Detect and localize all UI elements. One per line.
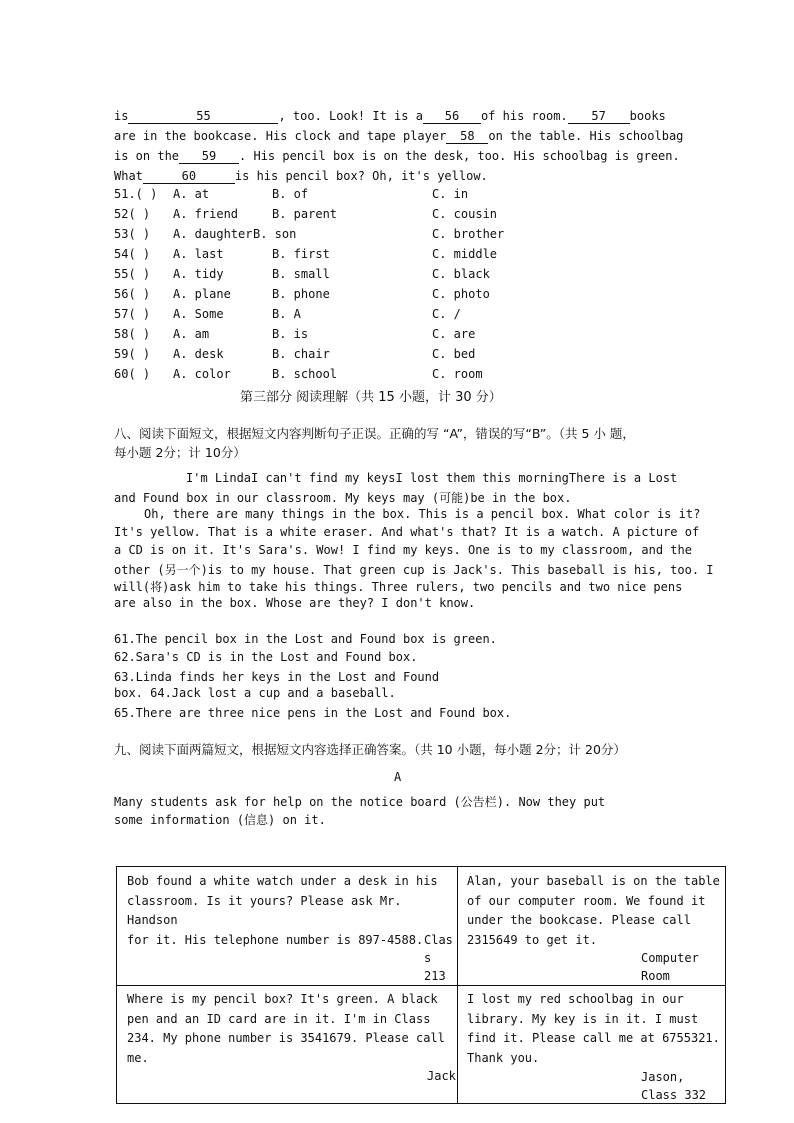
blank-57: 57 xyxy=(568,109,630,124)
option-b: B. parent xyxy=(272,207,338,221)
notice-jack xyxy=(127,990,453,1068)
passage-line: are also in the box. Whose are they? I don't know. xyxy=(114,596,476,610)
option-b: B. son xyxy=(253,227,297,241)
option-a: A. friend xyxy=(173,207,239,221)
option-a: A. at xyxy=(173,187,210,201)
question-number: 56( ) xyxy=(114,287,151,301)
question-number: 58( ) xyxy=(114,327,151,341)
option-c: C. brother xyxy=(432,227,505,241)
question-number: 53( ) xyxy=(114,227,151,241)
section9-instruction: 九、阅读下面两篇短文，根据短文内容选择正确答案。（共 10 小题，每小题 2分；计 20分） xyxy=(114,742,626,757)
notice-line: find it. Please call me at 6755321. xyxy=(467,1031,720,1045)
blank-59: 59 xyxy=(179,149,239,164)
option-b: B. chair xyxy=(272,347,330,361)
notice-line: I lost my red schoolbag in our xyxy=(467,992,684,1006)
question-number: 59( ) xyxy=(114,347,151,361)
passage-line: will(将)ask him to take his things. Three rulers, two pencils and two nice pens xyxy=(114,580,683,594)
notice-alan xyxy=(467,872,725,950)
question-number: 52( ) xyxy=(114,207,151,221)
cloze-text: What xyxy=(114,169,143,183)
table-divider xyxy=(117,985,725,986)
cloze-text: of his room. xyxy=(480,109,568,123)
question-number: 55( ) xyxy=(114,267,151,281)
sign-line: Room xyxy=(641,969,670,983)
notice-line: pen and an ID card are in it. I'm in Class xyxy=(127,1011,431,1026)
option-b: B. A xyxy=(272,307,301,321)
passage-label-a: A xyxy=(394,770,402,784)
passage-line: It's yellow. That is a white eraser. And what's that? It is a watch. A picture of xyxy=(114,525,700,539)
cloze-line-2 xyxy=(114,126,683,146)
option-a: A. am xyxy=(173,327,210,341)
question-63-64: box. 64.Jack lost a cup and a baseball. xyxy=(114,686,396,700)
sign-line: Computer xyxy=(641,951,699,965)
cloze-line-1 xyxy=(114,106,666,126)
cloze-text: on the table. His schoolbag xyxy=(488,129,684,143)
notice-jason xyxy=(467,990,725,1068)
question-62: 62.Sara's CD is in the Lost and Found box. xyxy=(114,650,418,664)
passage-line: and Found box in our classroom. My keys may (可能)be in the box. xyxy=(114,491,572,505)
notice-line: for it. His telephone number is 897-4588. xyxy=(127,932,424,947)
option-b: B. first xyxy=(272,247,330,261)
option-b: B. is xyxy=(272,327,309,341)
sign-line: s xyxy=(424,951,432,965)
cloze-line-4 xyxy=(114,166,488,186)
option-c: C. in xyxy=(432,187,469,201)
cloze-text: is his pencil box? Oh, it's yellow. xyxy=(234,169,488,183)
passage-line: I'm LindaI can't find my keysI lost them this morningThere is a Lost xyxy=(186,471,678,485)
notice-line: of our computer room. We found it xyxy=(467,893,706,908)
option-a: A. tidy xyxy=(173,267,224,281)
intro-line: Many students ask for help on the notice board (公告栏). Now they put xyxy=(114,795,606,809)
notice-alan-sign xyxy=(641,949,699,985)
notice-line: 234. My phone number is 3541679. Please call xyxy=(127,1031,445,1045)
option-b: B. of xyxy=(272,187,309,201)
notice-jason-sign xyxy=(641,1068,706,1104)
blank-55: 55 xyxy=(128,109,278,124)
cloze-text: are in the bookcase. His clock and tape player xyxy=(114,129,447,143)
option-b: B. school xyxy=(272,367,338,381)
blank-60: 60 xyxy=(143,169,235,184)
option-a: A. plane xyxy=(173,287,231,301)
question-61: 61.The pencil box in the Lost and Found box is green. xyxy=(114,632,497,646)
option-a: A. color xyxy=(173,367,231,381)
option-c: C. cousin xyxy=(432,207,498,221)
sign-line: Class 332 xyxy=(641,1088,707,1102)
notice-line: under the bookcase. Please call xyxy=(467,913,691,927)
notice-bob xyxy=(127,872,453,950)
option-a: A. last xyxy=(173,247,224,261)
notice-line: Bob found a white watch under a desk in his xyxy=(127,874,438,888)
notice-line: Where is my pencil box? It's green. A black xyxy=(127,992,438,1006)
cloze-text: is on the xyxy=(114,149,180,163)
notice-bob-sign xyxy=(424,931,453,985)
cloze-text: books xyxy=(629,109,666,123)
option-c: C. room xyxy=(432,367,483,381)
option-c: C. are xyxy=(432,327,476,341)
section8-instruction-line2: 每小题 2分；计 10分） xyxy=(114,445,246,460)
passage-line: Oh, there are many things in the box. This is a pencil box. What color is it? xyxy=(144,507,701,521)
sign-line: Jason, xyxy=(641,1070,685,1084)
question-63: 63.Linda finds her keys in the Lost and Found xyxy=(114,670,440,684)
passage-line: other (另一个)is to my house. That green cup is Jack's. This baseball is his, too. I xyxy=(114,563,714,577)
option-c: C. photo xyxy=(432,287,490,301)
option-b: B. phone xyxy=(272,287,330,301)
notice-line: library. My key is in it. I must xyxy=(467,1011,699,1026)
option-a: A. Some xyxy=(173,307,224,321)
notice-line: me. xyxy=(127,1050,149,1065)
blank-58: 58 xyxy=(446,129,488,144)
cloze-text: . His pencil box is on the desk, too. His schoolbag is green. xyxy=(239,149,680,163)
blank-56: 56 xyxy=(423,109,481,124)
sign-line: Clas xyxy=(424,933,453,947)
question-number: 51.( ) xyxy=(114,187,158,201)
sign-line: 213 xyxy=(424,969,446,983)
option-c: C. bed xyxy=(432,347,476,361)
notice-line: 2315649 to get it. xyxy=(467,932,598,947)
section8-instruction-line1: 八、阅读下面短文，根据短文内容判断句子正误。正确的写 “A”，错误的写“B”。（共 5 小 题， xyxy=(114,426,635,441)
question-number: 60( ) xyxy=(114,367,151,381)
notice-jack-sign: Jack xyxy=(427,1069,456,1083)
option-c: C. middle xyxy=(432,247,498,261)
notice-line: Alan, your baseball is on the table xyxy=(467,874,720,888)
option-a: A. desk xyxy=(173,347,224,361)
notice-line: Thank you. xyxy=(467,1050,540,1065)
intro-line: some information (信息) on it. xyxy=(114,813,326,827)
cloze-line-3 xyxy=(114,146,680,166)
notice-line: classroom. Is it yours? Please ask Mr. Handson xyxy=(127,893,402,927)
question-65: 65.There are three nice pens in the Lost and Found box. xyxy=(114,706,512,720)
notice-board-table xyxy=(116,866,726,1104)
question-number: 57( ) xyxy=(114,307,151,321)
option-a: A. daughter xyxy=(173,227,253,241)
cloze-text: , too. Look! It is a xyxy=(278,109,423,123)
question-number: 54( ) xyxy=(114,247,151,261)
option-c: C. black xyxy=(432,267,490,281)
passage-line: a CD is on it. It's Sara's. Wow! I find my keys. One is to my classroom, and the xyxy=(114,543,692,557)
part3-title: 第三部分 阅读理解（共 15 小题，计 30 分） xyxy=(240,390,502,405)
cloze-text: is xyxy=(114,109,129,123)
option-c: C. / xyxy=(432,307,461,321)
option-b: B. small xyxy=(272,267,330,281)
